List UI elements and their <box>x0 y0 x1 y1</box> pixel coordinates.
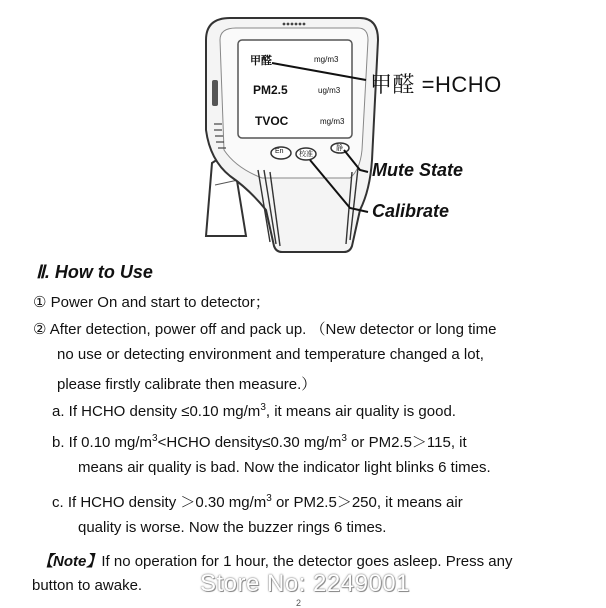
detector-device-drawing <box>0 0 606 260</box>
condition-b-continued: means air quality is bad. Now the indicator light blinks 6 times. <box>78 459 491 476</box>
screen-label-tvoc: TVOC <box>255 114 289 128</box>
note <box>38 550 512 571</box>
screen-label-hcho: 甲醛 <box>250 55 272 67</box>
step-1: ① Power On and start to detector； <box>33 294 270 311</box>
page-number: 2 <box>296 598 302 608</box>
screen-unit-tvoc: mg/m3 <box>320 117 345 126</box>
device-illustration <box>0 0 606 260</box>
condition-c-continued: quality is worse. Now the buzzer rings 6 times. <box>78 519 387 536</box>
step-2-continued-2: please firstly calibrate then measure.） <box>57 376 317 393</box>
screen-label-pm25: PM2.5 <box>253 83 288 97</box>
mute-state-callout: Mute State <box>372 160 464 180</box>
condition-a: a. If HCHO density ≤0.10 $mg/m^3$, it means air quality is good. <box>52 402 456 420</box>
screen-unit-hcho: mg/m3 <box>314 55 339 64</box>
note-tag: 【Note】 <box>38 553 102 570</box>
section-title: Ⅱ. How to Use <box>36 262 153 282</box>
step-2: ② After detection, power off and pack up. （New detector or long time <box>33 321 497 338</box>
hcho-callout: 甲醛 =HCHO <box>370 72 502 97</box>
store-watermark: Store No: 2249001 <box>200 570 410 597</box>
calibrate-callout: Calibrate <box>372 201 450 221</box>
screen-unit-pm25: ug/m3 <box>318 86 341 95</box>
condition-c: c. If HCHO density ＞0.30 $mg/m^3$ or PM2.5＞250, it means air <box>52 493 463 511</box>
button-label-en: En <box>275 148 284 155</box>
step-2-continued-1: no use or detecting environment and temperature changed a lot, <box>57 346 484 363</box>
side-switch <box>212 80 218 106</box>
note-text: If no operation for 1 hour, the detector goes asleep. Press any <box>101 553 513 570</box>
condition-b: b. If 0.10 $mg/m^3<HCHO$ density≤0.30 $mg/m^3$ or PM2.5＞115, it <box>52 433 467 451</box>
button-label-mute: 静 <box>336 145 343 152</box>
button-label-calibrate: 校准 <box>299 151 313 158</box>
note-continued: button to awake. <box>32 577 143 594</box>
